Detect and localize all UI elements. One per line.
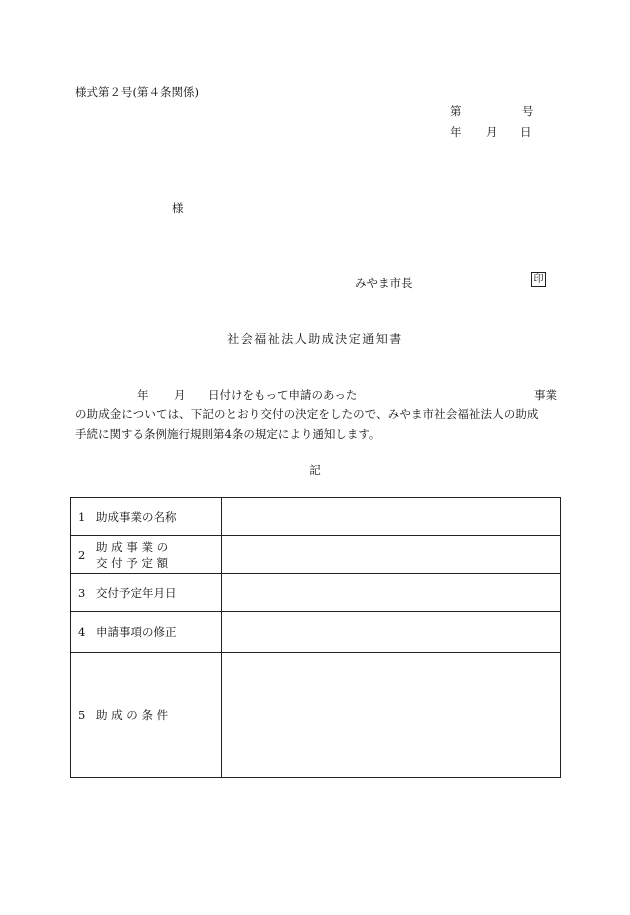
form-number: 様式第２号(第４条関係)	[75, 85, 199, 99]
row-label: 申請事項の修正	[96, 625, 177, 639]
row-label-line2: 交 付 予 定 額	[96, 555, 169, 570]
row-label-cell	[71, 612, 222, 653]
table-row	[71, 653, 561, 778]
document-title: 社会福祉法人助成決定通知書	[227, 332, 403, 346]
grant-conditions-field[interactable]	[222, 653, 561, 778]
row-label-cell	[71, 498, 222, 536]
row-label: 交付予定年月日	[96, 585, 177, 600]
table-row	[71, 536, 561, 574]
row-label: 助成事業の名称	[96, 509, 177, 524]
row-label: 助 成 の 条 件	[96, 708, 169, 722]
row-number: 4	[78, 625, 86, 639]
table-row	[71, 612, 561, 653]
body-line2-text: の助成金については、下記のとおり交付の決定をしたので、みやま市社会福祉法人の助成	[75, 407, 539, 421]
grant-amount-field[interactable]	[222, 536, 561, 574]
row-label-line1: 助 成 事 業 の	[96, 539, 169, 554]
body-line3-text: 手続に関する条例施行規則第4条の規定により通知します。	[75, 427, 381, 441]
body-line1-end: 事業	[534, 388, 557, 402]
seal-mark: 印	[531, 272, 546, 287]
body-year-label: 年	[137, 388, 149, 402]
ki-heading: 記	[309, 463, 321, 477]
date-month-label: 月	[486, 125, 498, 139]
row-number: 3	[78, 585, 86, 600]
row-label-cell	[71, 653, 222, 778]
document-number-suffix: 号	[522, 104, 534, 118]
row-number: 5	[78, 708, 86, 722]
addressee-honorific: 様	[172, 201, 184, 215]
project-name-field[interactable]	[222, 498, 561, 536]
date-day-label: 日	[520, 125, 532, 139]
grant-date-field[interactable]	[222, 574, 561, 612]
document-number-prefix: 第	[450, 104, 462, 118]
row-label-cell	[71, 574, 222, 612]
row-number: 2	[78, 547, 86, 562]
table-row	[71, 498, 561, 536]
detail-table	[70, 497, 561, 778]
issuer-name: みやま市長	[355, 276, 413, 290]
row-number: 1	[78, 509, 86, 524]
body-line1-text: 日付けをもって申請のあった	[208, 388, 358, 402]
body-month-label: 月	[174, 388, 186, 402]
row-label-cell	[71, 536, 222, 574]
date-year-label: 年	[450, 125, 462, 139]
amendment-field[interactable]	[222, 612, 561, 653]
table-row	[71, 574, 561, 612]
